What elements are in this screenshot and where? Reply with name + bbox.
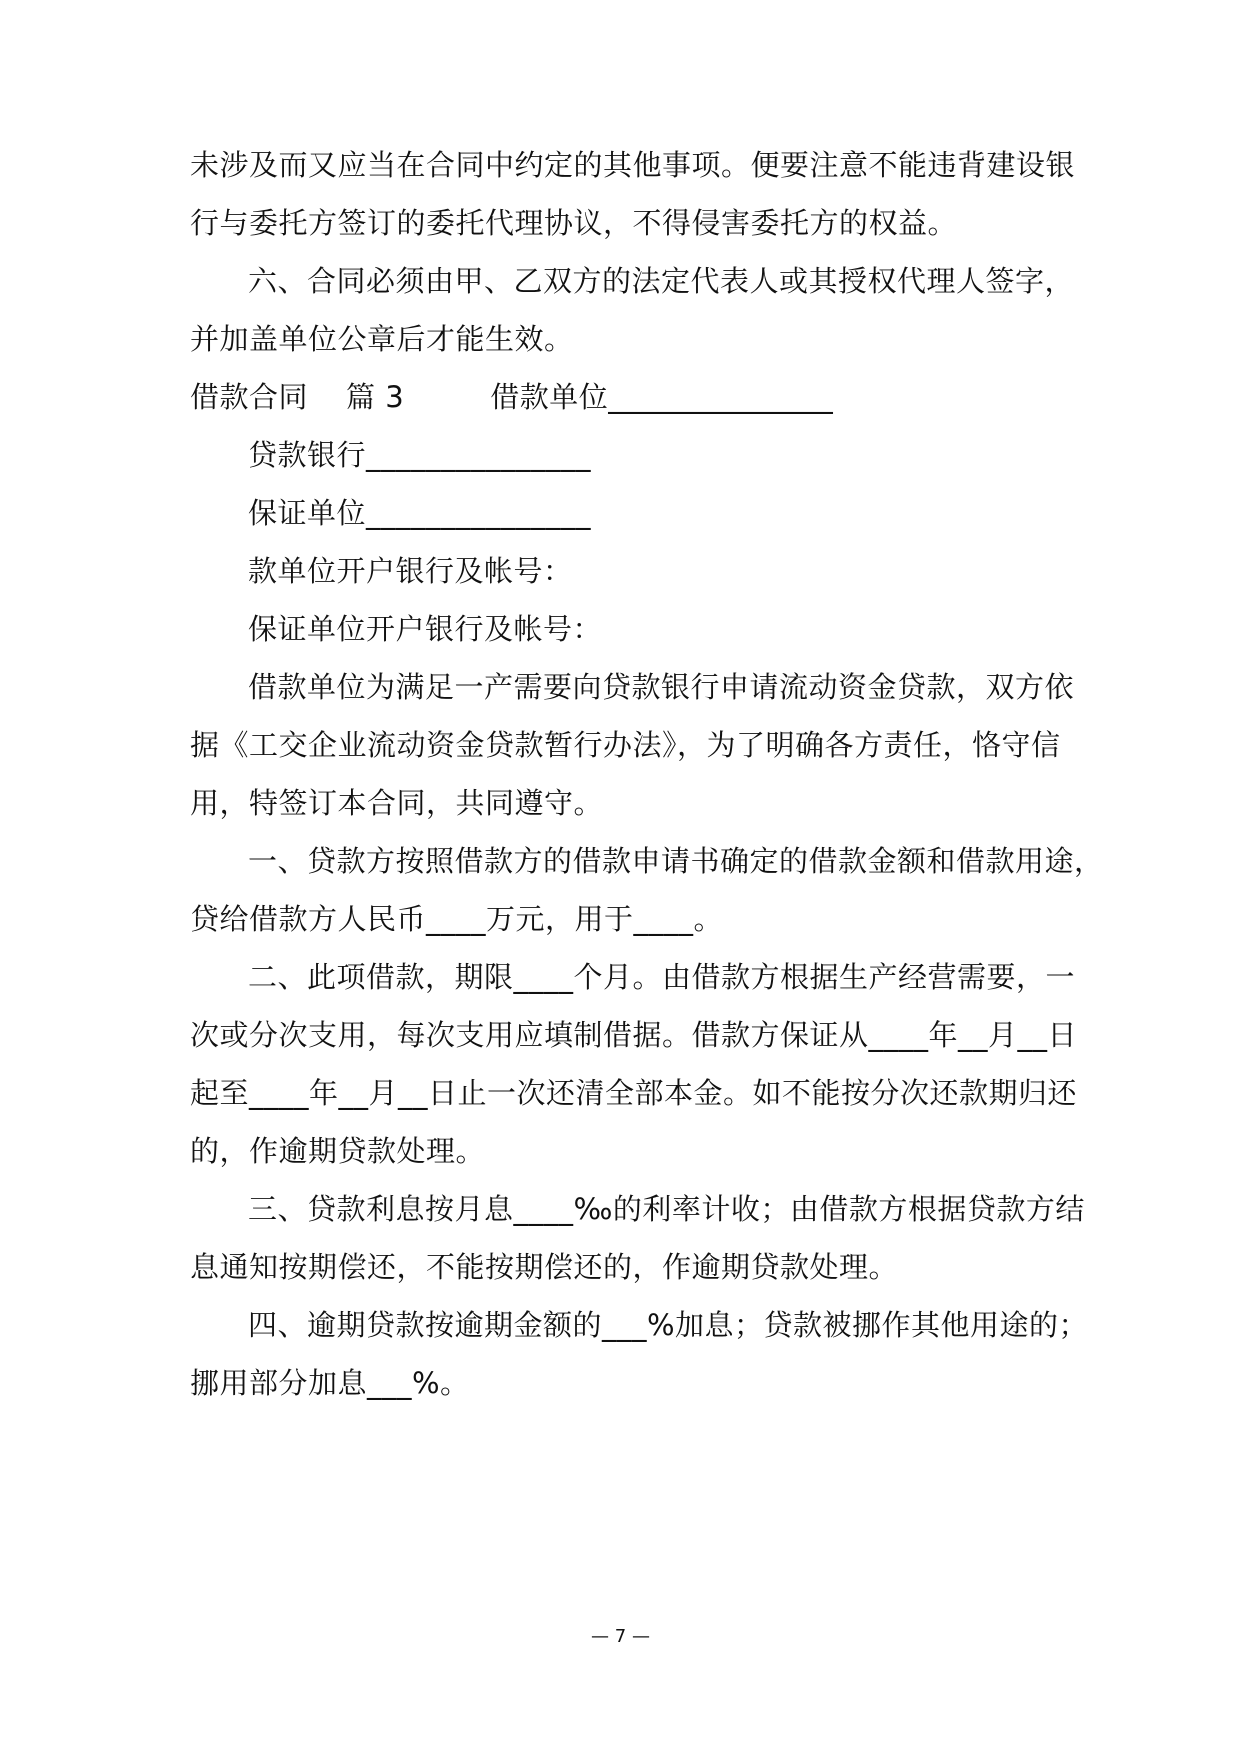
borrower-field: 借款单位_______________ xyxy=(490,380,834,414)
clause-six: 六、合同必须由甲、乙双方的法定代表人或其授权代理人签字， xyxy=(248,264,1075,298)
body-line: 的，作逾期贷款处理。 xyxy=(190,1134,486,1168)
body-line: 挪用部分加息___%。 xyxy=(190,1366,470,1400)
body-line: 用，特签订本合同，共同遵守。 xyxy=(190,786,604,820)
body-line: 息通知按期偿还，不能按期偿还的，作逾期贷款处理。 xyxy=(190,1250,899,1284)
borrower-account-field: 款单位开户银行及帐号： xyxy=(248,554,573,588)
clause-two: 二、此项借款，期限____个月。由借款方根据生产经营需要，一 xyxy=(248,960,1076,994)
contract-heading xyxy=(190,377,1070,417)
body-line: 未涉及而又应当在合同中约定的其他事项。便要注意不能违背建设银 xyxy=(190,148,1076,182)
body-line: 行与委托方签订的委托代理协议，不得侵害委托方的权益。 xyxy=(190,206,958,240)
clause-four: 四、逾期贷款按逾期金额的___%加息；贷款被挪作其他用途的； xyxy=(248,1308,1089,1342)
page-number: — 7 — xyxy=(591,1626,650,1647)
clause-one: 一、贷款方按照借款方的借款申请书确定的借款金额和借款用途， xyxy=(248,844,1104,878)
contract-part: 篇 3 xyxy=(346,380,405,414)
body-line: 起至____年__月__日止一次还清全部本金。如不能按分次还款期归还 xyxy=(190,1076,1078,1110)
guarantor-field: 保证单位_______________ xyxy=(248,496,592,530)
body-line: 贷给借款方人民币____万元，用于____。 xyxy=(190,902,724,936)
body-line: 据《工交企业流动资金贷款暂行办法》，为了明确各方责任，恪守信 xyxy=(190,728,1061,762)
lender-bank-field: 贷款银行_______________ xyxy=(248,438,592,472)
body-line: 并加盖单位公章后才能生效。 xyxy=(190,322,574,356)
guarantor-account-field: 保证单位开户银行及帐号： xyxy=(248,612,603,646)
body-line: 借款单位为满足一产需要向贷款银行申请流动资金贷款，双方依 xyxy=(248,670,1075,704)
clause-three: 三、贷款利息按月息____‰的利率计收；由借款方根据贷款方结 xyxy=(248,1192,1085,1226)
contract-title: 借款合同 xyxy=(190,380,309,414)
body-line: 次或分次支用，每次支用应填制借据。借款方保证从____年__月__日 xyxy=(190,1018,1078,1052)
